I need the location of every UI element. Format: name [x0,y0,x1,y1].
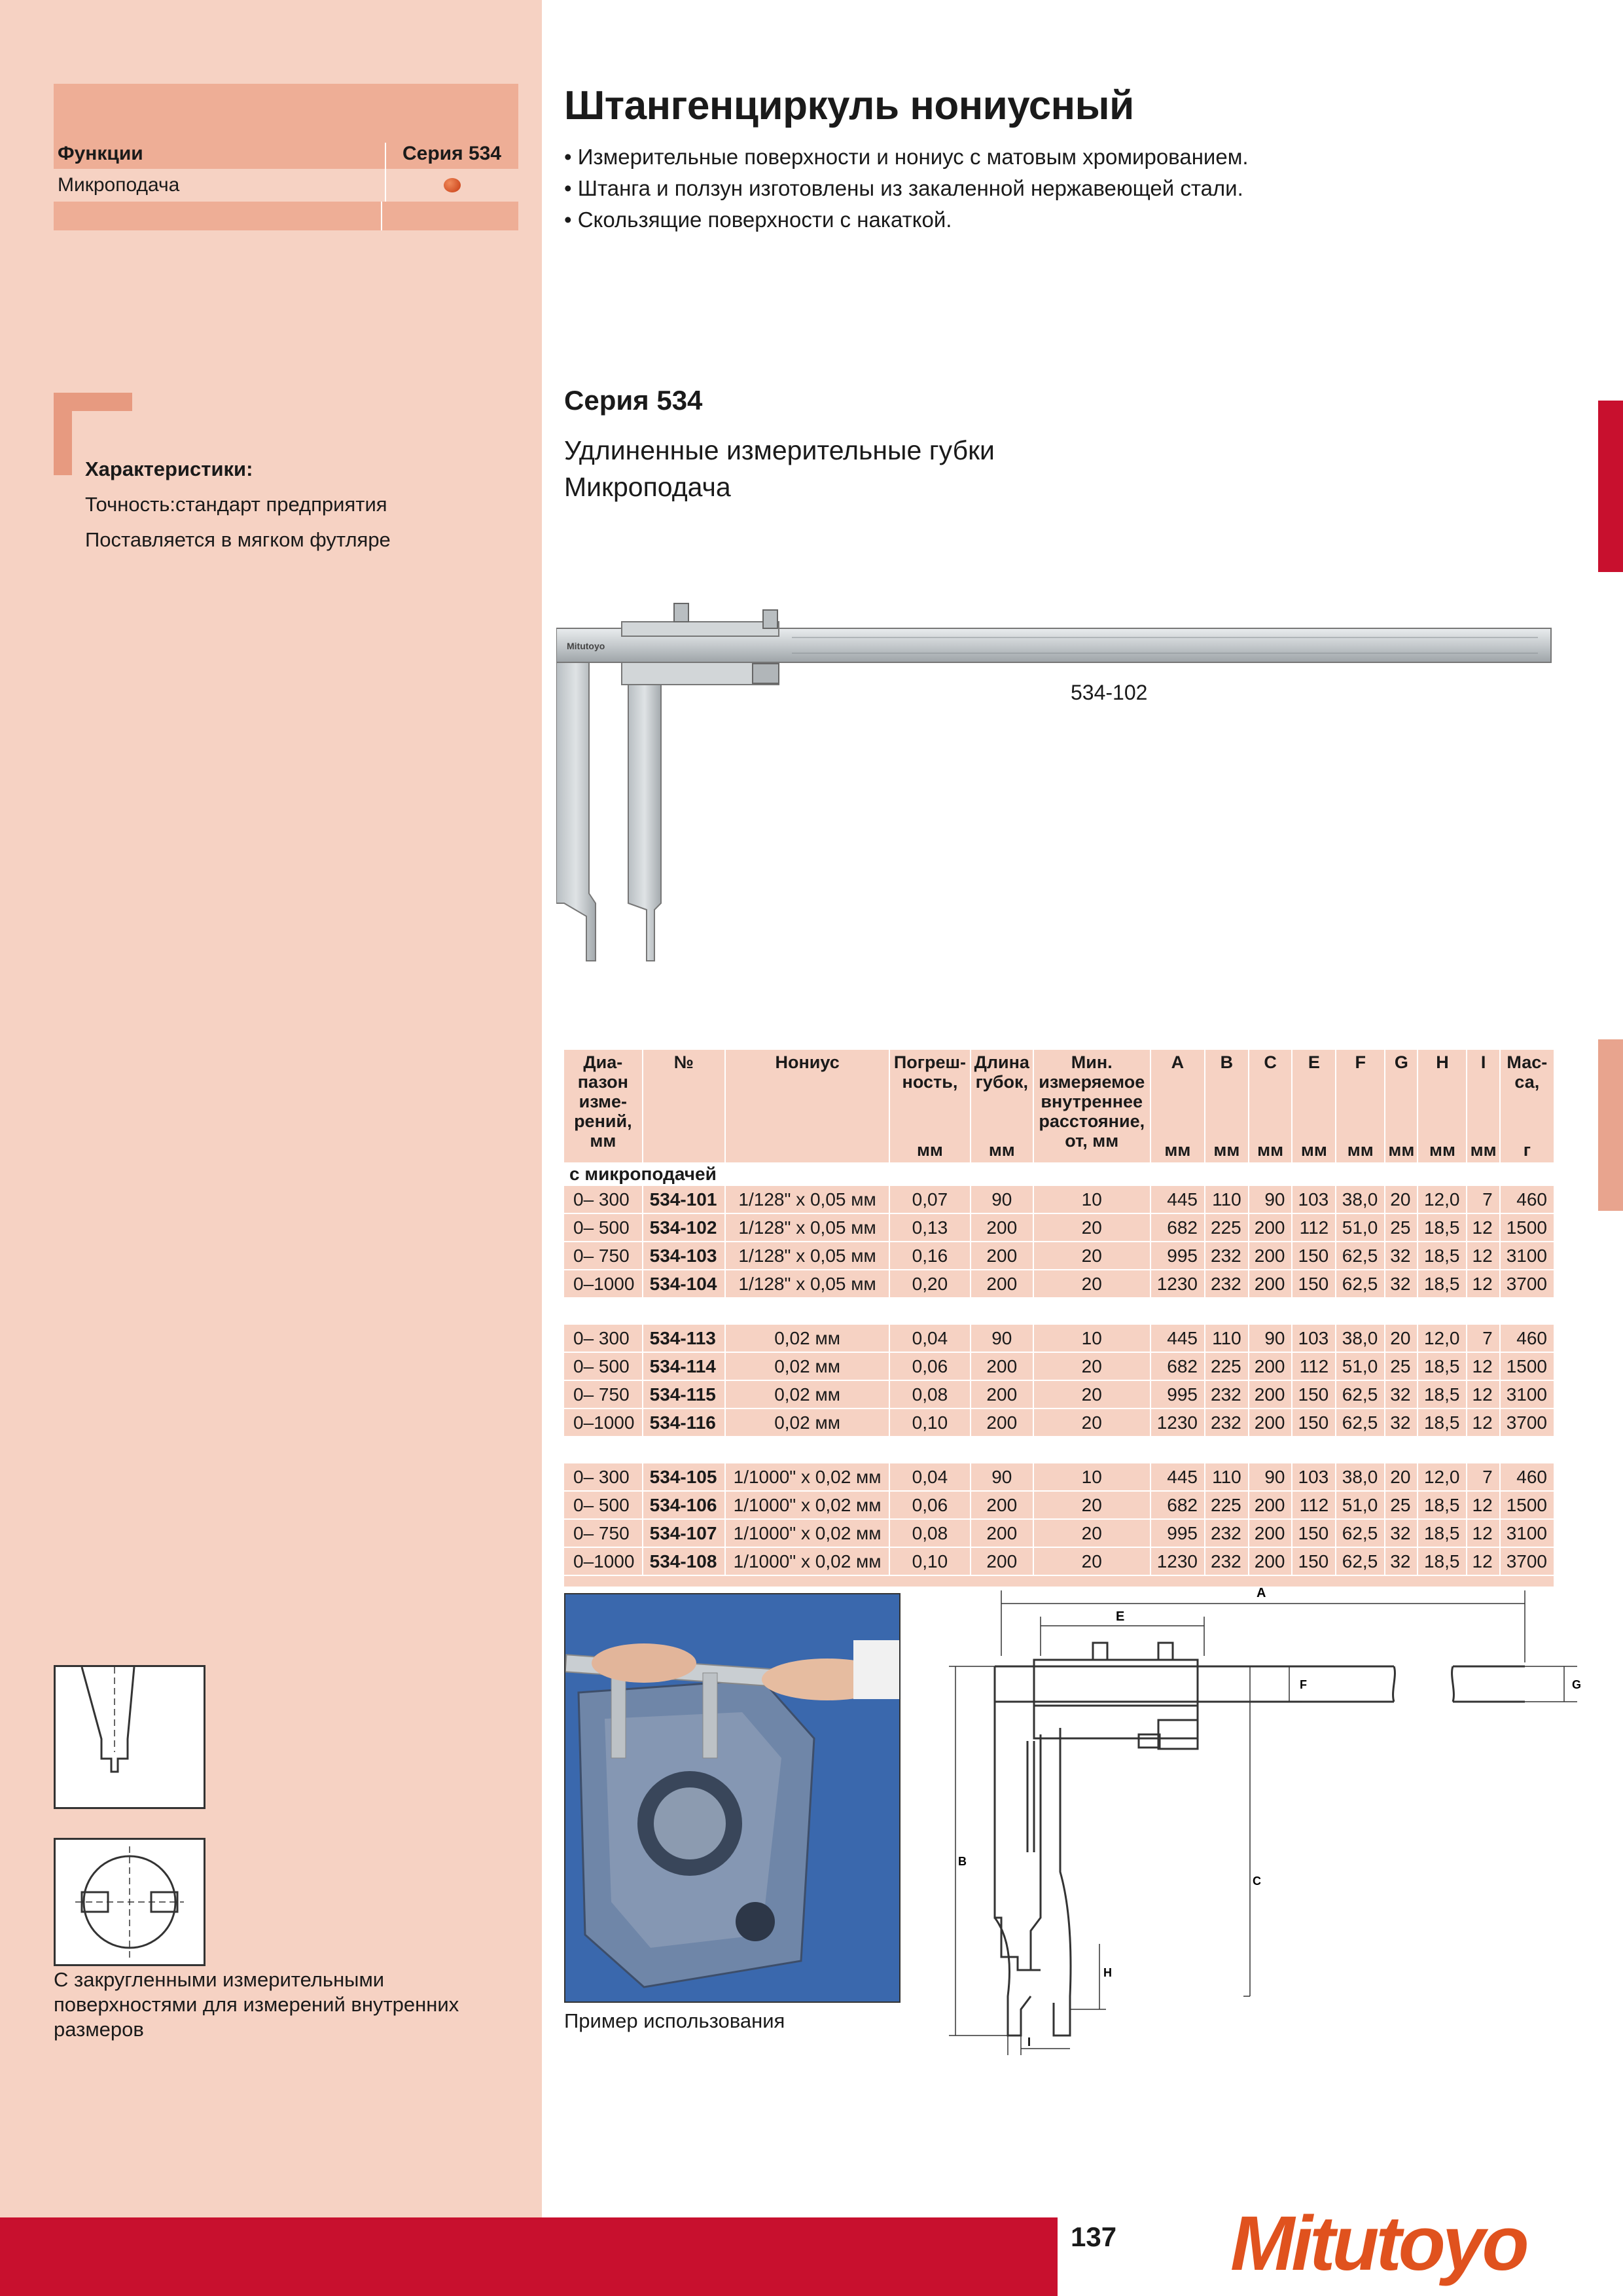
spec-cell: 12 [1467,1547,1499,1575]
spec-table-row [564,1186,1554,1213]
spec-cell: 200 [971,1352,1033,1380]
spec-cell: 0–1000 [564,1270,643,1298]
spec-cell: 0,08 [889,1380,971,1408]
bullet-item: • Измерительные поверхности и нониус с матовым хромированием. [564,145,1249,169]
spec-cell: 12,0 [1418,1463,1467,1491]
spec-cell: 25 [1385,1491,1418,1519]
spec-cell: 0,04 [889,1463,971,1491]
characteristics-line: Точность:стандарт предприятия [85,493,387,516]
dimension-label-b: B [958,1855,967,1868]
spec-cell: 534-101 [643,1186,725,1213]
spec-cell: 3100 [1500,1242,1554,1270]
spec-cell: 200 [971,1242,1033,1270]
spec-cell: 90 [971,1186,1033,1213]
spec-cell: 20 [1033,1242,1150,1270]
spec-cell: 18,5 [1418,1491,1467,1519]
spec-cell: 150 [1292,1242,1336,1270]
spec-header-cell [1500,1050,1554,1162]
spec-cell: 38,0 [1336,1325,1385,1352]
bullet-item: • Скользящие поверхности с накаткой. [564,207,952,232]
spec-cell: 18,5 [1418,1270,1467,1298]
spec-cell: 18,5 [1418,1352,1467,1380]
spec-header-cell [643,1050,725,1162]
series-subtitle [564,432,995,505]
caliper-brand-text: Mitutoyo [567,641,605,651]
spec-cell: 12,0 [1418,1325,1467,1352]
spec-cell: 200 [1249,1352,1293,1380]
spec-cell: 200 [971,1380,1033,1408]
spec-cell: 20 [1385,1325,1418,1352]
subtitle-line: Микроподача [564,472,731,502]
dimension-label-h: H [1103,1966,1112,1979]
spec-cell: 62,5 [1336,1519,1385,1547]
dimension-label-c: C [1253,1874,1261,1888]
usage-photo [564,1593,901,2003]
spec-cell: 995 [1150,1242,1205,1270]
spec-table-row [564,1491,1554,1519]
spec-cell: 534-102 [643,1213,725,1242]
spec-cell: 103 [1292,1186,1336,1213]
spec-cell: 0,02 мм [725,1408,889,1437]
spec-header-cell [1336,1050,1385,1162]
spec-table-row [564,1519,1554,1547]
functions-table [54,84,518,230]
spec-cell: 0– 500 [564,1491,643,1519]
spec-cell: 995 [1150,1380,1205,1408]
spec-cell: 18,5 [1418,1213,1467,1242]
spec-table-row [564,1352,1554,1380]
footer-bar [0,2217,1058,2296]
spec-cell: 20 [1033,1408,1150,1437]
spec-cell: 534-108 [643,1547,725,1575]
spec-cell: 200 [1249,1547,1293,1575]
series-heading: Серия 534 [564,385,703,416]
functions-header-row [54,132,518,169]
spec-cell: 534-106 [643,1491,725,1519]
spec-cell: 232 [1205,1519,1249,1547]
subtitle-line: Удлиненные измерительные губки [564,435,995,465]
spec-cell: 51,0 [1336,1352,1385,1380]
spec-cell: 200 [1249,1491,1293,1519]
spec-header-unit: мм [1164,1140,1191,1160]
spec-cell: 20 [1033,1213,1150,1242]
spec-header-label: C [1264,1052,1277,1072]
spec-cell: 12 [1467,1352,1499,1380]
spec-cell: 225 [1205,1213,1249,1242]
spec-cell: 534-116 [643,1408,725,1437]
spec-cell: 7 [1467,1186,1499,1213]
spec-cell: 150 [1292,1380,1336,1408]
spec-cell: 62,5 [1336,1547,1385,1575]
spec-cell: 38,0 [1336,1186,1385,1213]
spec-header-cell [725,1050,889,1162]
spec-header-unit: мм [1300,1140,1327,1160]
spec-cell: 200 [971,1547,1033,1575]
spec-cell: 12 [1467,1242,1499,1270]
spec-cell: 534-115 [643,1380,725,1408]
spec-cell: 3700 [1500,1408,1554,1437]
spec-header-unit: г [1523,1140,1531,1160]
spec-cell: 0,10 [889,1547,971,1575]
spec-cell: 0–1000 [564,1547,643,1575]
spec-cell: 20 [1033,1547,1150,1575]
spec-header-label: Диа- пазон изме- рений, мм [574,1052,632,1151]
spec-cell: 0,06 [889,1352,971,1380]
spec-cell: 445 [1150,1186,1205,1213]
spec-table-row [564,1380,1554,1408]
spec-cell: 1/128" x 0,05 мм [725,1270,889,1298]
spec-table-row [564,1547,1554,1575]
spec-cell: 20 [1385,1463,1418,1491]
spec-header-unit: мм [1257,1140,1284,1160]
spec-cell: 25 [1385,1352,1418,1380]
spec-cell: 232 [1205,1547,1249,1575]
spec-header-cell [564,1050,643,1162]
section-tab-marker [1598,401,1623,572]
spec-cell: 200 [971,1270,1033,1298]
spec-cell: 110 [1205,1463,1249,1491]
spec-header-unit: мм [1470,1140,1497,1160]
spec-cell: 232 [1205,1408,1249,1437]
spec-cell: 38,0 [1336,1463,1385,1491]
dimension-label-e: E [1116,1609,1125,1624]
spec-cell: 62,5 [1336,1408,1385,1437]
spec-cell: 112 [1292,1213,1336,1242]
spec-cell: 150 [1292,1408,1336,1437]
spec-cell: 62,5 [1336,1242,1385,1270]
spec-cell: 150 [1292,1519,1336,1547]
bullet-item: • Штанга и ползун изготовлены из закаленной нержавеющей стали. [564,176,1243,200]
spec-header-label: E [1308,1052,1320,1072]
jaw-caption: С закругленными измерительными поверхностями для измерений внутренних размеров [54,1968,459,2041]
characteristics [85,452,391,558]
spec-header-label: Мин. измеряемое внутреннее расстояние, от, мм [1039,1052,1145,1151]
spec-table-row [564,1242,1554,1270]
spec-cell: 1500 [1500,1352,1554,1380]
spec-cell: 1/128" x 0,05 мм [725,1213,889,1242]
section-tab-marker-light [1598,1039,1623,1211]
spec-cell: 200 [971,1408,1033,1437]
spec-cell: 0– 300 [564,1463,643,1491]
characteristics-line: Поставляется в мягком футляре [85,528,391,551]
spec-cell: 0,02 мм [725,1380,889,1408]
spec-cell: 1/1000" x 0,02 мм [725,1491,889,1519]
functions-row [54,169,518,202]
spec-cell: 20 [1033,1380,1150,1408]
spec-header-cell [1150,1050,1205,1162]
spec-header-cell [1033,1050,1150,1162]
spec-cell: 112 [1292,1352,1336,1380]
spec-table [564,1050,1554,1587]
product-title: Штангенциркуль нониусный [564,83,1134,128]
spec-cell: 51,0 [1336,1213,1385,1242]
spec-cell: 62,5 [1336,1380,1385,1408]
spec-cell: 534-113 [643,1325,725,1352]
spec-cell: 32 [1385,1519,1418,1547]
spec-header-unit: мм [988,1140,1015,1160]
spec-header-cell [971,1050,1033,1162]
dimension-label-g: G [1572,1678,1582,1691]
spec-header-cell [1292,1050,1336,1162]
spec-cell: 7 [1467,1463,1499,1491]
functions-row-label: Микроподача [58,174,180,196]
spec-cell: 32 [1385,1380,1418,1408]
spec-cell: 200 [1249,1408,1293,1437]
dimension-label-i: I [1027,2036,1031,2049]
spec-cell: 0,08 [889,1519,971,1547]
spec-cell: 18,5 [1418,1408,1467,1437]
spec-cell: 460 [1500,1463,1554,1491]
spec-cell: 0–1000 [564,1408,643,1437]
spec-header-unit: мм [1429,1140,1455,1160]
spec-table-row [564,1270,1554,1298]
spec-header-unit: мм [1213,1140,1240,1160]
spec-cell: 20 [1033,1270,1150,1298]
spec-group-label: с микроподачей [564,1162,1554,1186]
spec-cell: 10 [1033,1186,1150,1213]
jaw-section-detail [54,1838,205,1966]
spec-cell: 200 [971,1519,1033,1547]
spec-cell: 12 [1467,1270,1499,1298]
functions-table-bottom [54,202,518,230]
spec-cell: 20 [1033,1519,1150,1547]
spec-cell: 0– 500 [564,1213,643,1242]
spec-cell: 25 [1385,1213,1418,1242]
spec-cell: 1230 [1150,1408,1205,1437]
spec-cell: 110 [1205,1325,1249,1352]
spec-cell: 103 [1292,1325,1336,1352]
spec-header-label: I [1480,1052,1486,1072]
page-number: 137 [1071,2221,1117,2252]
spec-cell: 200 [1249,1380,1293,1408]
spec-cell: 150 [1292,1547,1336,1575]
spec-cell: 0– 300 [564,1186,643,1213]
spec-cell: 534-103 [643,1242,725,1270]
spec-cell: 682 [1150,1352,1205,1380]
spec-header-label: B [1220,1052,1234,1072]
spec-cell: 32 [1385,1547,1418,1575]
spec-cell: 0– 750 [564,1242,643,1270]
spec-cell: 225 [1205,1352,1249,1380]
spec-cell: 0– 750 [564,1380,643,1408]
spec-header-cell [1467,1050,1499,1162]
spec-cell: 445 [1150,1325,1205,1352]
spec-cell: 10 [1033,1463,1150,1491]
spec-cell: 3700 [1500,1547,1554,1575]
spec-cell: 12 [1467,1408,1499,1437]
spec-cell: 1230 [1150,1547,1205,1575]
spec-cell: 12,0 [1418,1186,1467,1213]
spec-header-label: G [1394,1052,1408,1072]
spec-cell: 32 [1385,1270,1418,1298]
spec-cell: 90 [1249,1186,1293,1213]
spec-cell: 3100 [1500,1380,1554,1408]
spec-table-row [564,1463,1554,1491]
spec-cell: 112 [1292,1491,1336,1519]
spec-cell: 7 [1467,1325,1499,1352]
spec-cell: 18,5 [1418,1547,1467,1575]
spec-cell: 200 [1249,1213,1293,1242]
spec-cell: 200 [1249,1270,1293,1298]
spec-header-label: F [1355,1052,1366,1072]
spec-cell: 460 [1500,1186,1554,1213]
spec-cell: 0,04 [889,1325,971,1352]
spec-cell: 0,10 [889,1408,971,1437]
spec-cell: 1/1000" x 0,02 мм [725,1547,889,1575]
spec-cell: 534-104 [643,1270,725,1298]
spec-cell: 232 [1205,1380,1249,1408]
spec-cell: 110 [1205,1186,1249,1213]
spec-cell: 18,5 [1418,1380,1467,1408]
spec-table-row [564,1408,1554,1437]
spec-cell: 534-114 [643,1352,725,1380]
spec-cell: 200 [971,1213,1033,1242]
spec-cell: 51,0 [1336,1491,1385,1519]
spec-cell: 1/1000" x 0,02 мм [725,1519,889,1547]
spec-cell: 32 [1385,1242,1418,1270]
spec-header-label: Погреш- ность, [893,1052,966,1092]
spec-cell: 1/128" x 0,05 мм [725,1186,889,1213]
spec-cell: 682 [1150,1491,1205,1519]
spec-cell: 995 [1150,1519,1205,1547]
brand-logo: Mitutoyo [1230,2200,1526,2287]
spec-cell: 232 [1205,1242,1249,1270]
dimension-label-f: F [1300,1678,1307,1691]
spec-cell: 0,02 мм [725,1352,889,1380]
spec-cell: 103 [1292,1463,1336,1491]
spec-header-unit: мм [916,1140,943,1160]
spec-cell: 1230 [1150,1270,1205,1298]
spec-header-unit: мм [1347,1140,1374,1160]
spec-cell: 534-105 [643,1463,725,1491]
photo-caption: Пример использования [564,2009,785,2032]
spec-cell: 12 [1467,1213,1499,1242]
dimension-label-a: A [1257,1586,1266,1600]
spec-cell: 32 [1385,1408,1418,1437]
spec-cell: 200 [971,1491,1033,1519]
spec-cell: 18,5 [1418,1519,1467,1547]
functions-header-label: Функции [58,143,143,164]
spec-table-header [564,1050,1554,1162]
spec-cell: 90 [1249,1463,1293,1491]
spec-cell: 0,16 [889,1242,971,1270]
spec-spacer-row [564,1298,1554,1325]
spec-group-row [564,1162,1554,1186]
spec-cell: 150 [1292,1270,1336,1298]
spec-header-unit: мм [1388,1140,1415,1160]
spec-cell: 12 [1467,1380,1499,1408]
spec-spacer-row [564,1437,1554,1463]
spec-header-cell [1205,1050,1249,1162]
product-bullets [564,141,1249,236]
functions-header-series: Серия 534 [385,143,518,169]
spec-cell: 445 [1150,1463,1205,1491]
spec-cell: 3700 [1500,1270,1554,1298]
spec-cell: 0,13 [889,1213,971,1242]
spec-header-label: Нониус [775,1052,840,1072]
spec-cell: 90 [1249,1325,1293,1352]
available-dot-icon [444,178,461,192]
spec-header-label: H [1436,1052,1449,1072]
spec-header-label: № [673,1052,694,1072]
spec-header-cell [889,1050,971,1162]
spec-cell: 1/128" x 0,05 мм [725,1242,889,1270]
spec-cell: 90 [971,1463,1033,1491]
spec-cell: 18,5 [1418,1242,1467,1270]
spec-cell: 534-107 [643,1519,725,1547]
spec-cell: 232 [1205,1270,1249,1298]
characteristics-title: Характеристики: [85,457,253,480]
spec-cell: 682 [1150,1213,1205,1242]
spec-cell: 62,5 [1336,1270,1385,1298]
spec-cell: 1/1000" x 0,02 мм [725,1463,889,1491]
spec-cell: 90 [971,1325,1033,1352]
spec-cell: 0,02 мм [725,1325,889,1352]
spec-cell: 0,06 [889,1491,971,1519]
spec-header-label: A [1171,1052,1185,1072]
spec-header-cell [1249,1050,1293,1162]
spec-cell: 0,20 [889,1270,971,1298]
spec-cell: 0– 750 [564,1519,643,1547]
spec-cell: 200 [1249,1519,1293,1547]
spec-cell: 10 [1033,1325,1150,1352]
spec-table-row [564,1213,1554,1242]
functions-row-indicator [385,169,518,202]
spec-cell: 20 [1033,1352,1150,1380]
spec-header-label: Длина губок, [974,1052,1029,1092]
dimension-drawing [936,1577,1597,2062]
spec-table-row [564,1325,1554,1352]
spec-cell: 200 [1249,1242,1293,1270]
functions-table-top [54,84,518,132]
spec-cell: 12 [1467,1491,1499,1519]
spec-cell: 1500 [1500,1491,1554,1519]
spec-header-cell [1418,1050,1467,1162]
spec-cell: 0– 300 [564,1325,643,1352]
spec-cell: 0– 500 [564,1352,643,1380]
spec-cell: 20 [1385,1186,1418,1213]
spec-cell: 225 [1205,1491,1249,1519]
spec-cell: 460 [1500,1325,1554,1352]
spec-header-cell [1385,1050,1418,1162]
spec-cell: 12 [1467,1519,1499,1547]
spec-cell: 20 [1033,1491,1150,1519]
caliper-illustration [556,596,1558,969]
jaw-tip-detail [54,1665,205,1809]
spec-cell: 0,07 [889,1186,971,1213]
spec-cell: 3100 [1500,1519,1554,1547]
spec-cell: 1500 [1500,1213,1554,1242]
spec-header-label: Мас- са, [1507,1052,1548,1092]
model-label: 534-102 [1071,681,1148,704]
